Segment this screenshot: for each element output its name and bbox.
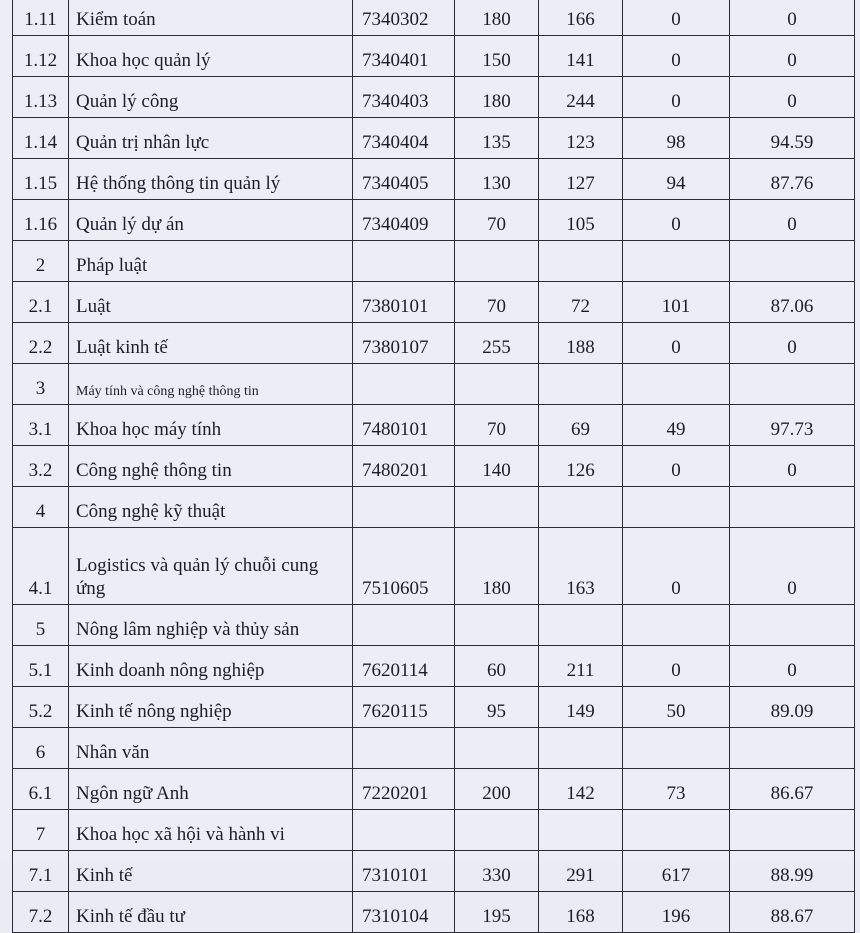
cell-value-4: 0 — [730, 36, 855, 77]
cell-value-1: 70 — [455, 200, 539, 241]
table-row — [13, 77, 855, 118]
cell-value-4: 0 — [730, 646, 855, 687]
cell-value-1: 180 — [455, 528, 539, 605]
cell-stt: 5 — [13, 605, 69, 646]
cell-major-name: Pháp luật — [69, 241, 353, 282]
cell-value-2: 127 — [539, 159, 623, 200]
table-group-row — [13, 605, 855, 646]
cell-value-4: 0 — [730, 528, 855, 605]
cell-value-4 — [730, 728, 855, 769]
cell-value-4: 0 — [730, 323, 855, 364]
cell-value-3 — [623, 810, 730, 851]
cell-value-4 — [730, 241, 855, 282]
cell-stt: 4 — [13, 487, 69, 528]
table-row — [13, 36, 855, 77]
cell-value-3: 98 — [623, 118, 730, 159]
cell-value-1: 330 — [455, 851, 539, 892]
cell-value-3: 0 — [623, 36, 730, 77]
cell-major-code: 7310101 — [353, 851, 455, 892]
table-row — [13, 446, 855, 487]
cell-major-name: Khoa học máy tính — [69, 405, 353, 446]
cell-stt: 4.1 — [13, 528, 69, 605]
cell-stt: 7 — [13, 810, 69, 851]
cell-value-4: 0 — [730, 0, 855, 36]
cell-value-4: 0 — [730, 446, 855, 487]
cell-major-code — [353, 487, 455, 528]
cell-major-name: Quản lý công — [69, 77, 353, 118]
cell-stt: 7.1 — [13, 851, 69, 892]
cell-major-code: 7340401 — [353, 36, 455, 77]
cell-value-1: 180 — [455, 77, 539, 118]
cell-value-1: 130 — [455, 159, 539, 200]
cell-value-3: 101 — [623, 282, 730, 323]
cell-value-4 — [730, 605, 855, 646]
cell-value-2: 211 — [539, 646, 623, 687]
cell-value-2: 188 — [539, 323, 623, 364]
cell-value-4: 86.67 — [730, 769, 855, 810]
cell-value-2: 123 — [539, 118, 623, 159]
table-group-row — [13, 241, 855, 282]
table-row — [13, 892, 855, 933]
cell-major-name: Luật — [69, 282, 353, 323]
cell-value-3 — [623, 487, 730, 528]
cell-value-1: 60 — [455, 646, 539, 687]
cell-value-2 — [539, 487, 623, 528]
table-group-row — [13, 728, 855, 769]
cell-value-4: 88.67 — [730, 892, 855, 933]
table-row — [13, 0, 855, 36]
cell-major-code: 7340302 — [353, 0, 455, 36]
cell-value-3 — [623, 728, 730, 769]
cell-value-3: 196 — [623, 892, 730, 933]
cell-value-2: 168 — [539, 892, 623, 933]
table-row — [13, 118, 855, 159]
cell-major-code: 7620115 — [353, 687, 455, 728]
table-row — [13, 646, 855, 687]
cell-major-name: Kinh tế đầu tư — [69, 892, 353, 933]
cell-stt: 3.1 — [13, 405, 69, 446]
cell-value-4 — [730, 364, 855, 405]
cell-value-4: 87.76 — [730, 159, 855, 200]
cell-value-1 — [455, 810, 539, 851]
cell-major-name: Ngôn ngữ Anh — [69, 769, 353, 810]
cell-value-4 — [730, 810, 855, 851]
cell-value-1 — [455, 487, 539, 528]
cell-value-2 — [539, 728, 623, 769]
cell-major-code: 7510605 — [353, 528, 455, 605]
cell-major-code: 7340409 — [353, 200, 455, 241]
cell-major-code — [353, 241, 455, 282]
cell-major-name: Khoa học quản lý — [69, 36, 353, 77]
cell-value-1: 140 — [455, 446, 539, 487]
cell-stt: 3 — [13, 364, 69, 405]
cell-major-code: 7310104 — [353, 892, 455, 933]
cell-stt: 1.12 — [13, 36, 69, 77]
cell-value-3: 94 — [623, 159, 730, 200]
cell-value-3: 50 — [623, 687, 730, 728]
table-row — [13, 405, 855, 446]
table-row — [13, 687, 855, 728]
cell-major-code — [353, 810, 455, 851]
table-row — [13, 282, 855, 323]
cell-value-2 — [539, 605, 623, 646]
cell-value-1: 200 — [455, 769, 539, 810]
cell-major-code: 7380107 — [353, 323, 455, 364]
cell-value-3: 0 — [623, 528, 730, 605]
cell-value-2: 69 — [539, 405, 623, 446]
cell-value-1 — [455, 364, 539, 405]
cell-stt: 1.14 — [13, 118, 69, 159]
cell-value-2: 149 — [539, 687, 623, 728]
table-group-row — [13, 487, 855, 528]
cell-stt: 1.13 — [13, 77, 69, 118]
cell-stt: 1.15 — [13, 159, 69, 200]
enrollment-table — [12, 0, 855, 933]
cell-value-2: 105 — [539, 200, 623, 241]
cell-value-1: 150 — [455, 36, 539, 77]
cell-value-4: 97.73 — [730, 405, 855, 446]
cell-value-3: 0 — [623, 77, 730, 118]
cell-major-name: Quản trị nhân lực — [69, 118, 353, 159]
cell-major-name: Kinh tế — [69, 851, 353, 892]
cell-stt: 1.11 — [13, 0, 69, 36]
cell-value-3: 49 — [623, 405, 730, 446]
table-row — [13, 159, 855, 200]
table-body — [13, 0, 855, 933]
table-group-row — [13, 810, 855, 851]
cell-major-code: 7340405 — [353, 159, 455, 200]
cell-value-2 — [539, 241, 623, 282]
cell-major-code: 7480101 — [353, 405, 455, 446]
cell-major-name: Luật kinh tế — [69, 323, 353, 364]
cell-value-4: 94.59 — [730, 118, 855, 159]
cell-value-3: 0 — [623, 200, 730, 241]
cell-major-name: Khoa học xã hội và hành vi — [69, 810, 353, 851]
cell-major-name: Kiểm toán — [69, 0, 353, 36]
cell-major-code: 7340403 — [353, 77, 455, 118]
cell-value-1: 180 — [455, 0, 539, 36]
cell-value-3: 0 — [623, 646, 730, 687]
cell-major-name: Máy tính và công nghệ thông tin — [69, 364, 353, 405]
cell-stt: 2 — [13, 241, 69, 282]
cell-stt: 5.1 — [13, 646, 69, 687]
cell-value-4 — [730, 487, 855, 528]
cell-major-code: 7480201 — [353, 446, 455, 487]
table-group-row — [13, 364, 855, 405]
cell-value-1: 255 — [455, 323, 539, 364]
cell-value-2 — [539, 810, 623, 851]
cell-stt: 5.2 — [13, 687, 69, 728]
cell-value-3: 73 — [623, 769, 730, 810]
cell-stt: 6.1 — [13, 769, 69, 810]
cell-value-2: 163 — [539, 528, 623, 605]
cell-value-2: 126 — [539, 446, 623, 487]
table-row — [13, 323, 855, 364]
cell-stt: 6 — [13, 728, 69, 769]
cell-major-name: Logistics và quản lý chuỗi cung ứng — [69, 528, 353, 605]
cell-major-name: Nhân văn — [69, 728, 353, 769]
cell-value-1: 195 — [455, 892, 539, 933]
cell-value-3: 0 — [623, 446, 730, 487]
cell-value-4: 88.99 — [730, 851, 855, 892]
cell-value-3 — [623, 605, 730, 646]
cell-value-2: 141 — [539, 36, 623, 77]
cell-major-name: Nông lâm nghiệp và thủy sản — [69, 605, 353, 646]
cell-major-code — [353, 728, 455, 769]
cell-stt: 3.2 — [13, 446, 69, 487]
cell-value-3: 0 — [623, 0, 730, 36]
cell-value-4: 0 — [730, 200, 855, 241]
cell-value-3: 617 — [623, 851, 730, 892]
table-row — [13, 769, 855, 810]
cell-major-name: Công nghệ thông tin — [69, 446, 353, 487]
cell-value-4: 87.06 — [730, 282, 855, 323]
cell-value-2: 72 — [539, 282, 623, 323]
cell-value-2: 142 — [539, 769, 623, 810]
table-row — [13, 851, 855, 892]
cell-major-code — [353, 364, 455, 405]
cell-major-code — [353, 605, 455, 646]
cell-major-name: Hệ thống thông tin quản lý — [69, 159, 353, 200]
cell-value-3 — [623, 241, 730, 282]
cell-value-2: 291 — [539, 851, 623, 892]
cell-major-code: 7340404 — [353, 118, 455, 159]
table-row — [13, 200, 855, 241]
cell-major-name: Công nghệ kỹ thuật — [69, 487, 353, 528]
cell-value-2: 244 — [539, 77, 623, 118]
cell-stt: 2.1 — [13, 282, 69, 323]
cell-value-4: 89.09 — [730, 687, 855, 728]
cell-major-code: 7220201 — [353, 769, 455, 810]
cell-stt: 1.16 — [13, 200, 69, 241]
cell-value-1: 135 — [455, 118, 539, 159]
cell-stt: 2.2 — [13, 323, 69, 364]
cell-value-1 — [455, 241, 539, 282]
cell-value-1: 70 — [455, 282, 539, 323]
cell-major-code: 7620114 — [353, 646, 455, 687]
cell-value-2: 166 — [539, 0, 623, 36]
cell-value-3 — [623, 364, 730, 405]
cell-major-name: Kinh tế nông nghiệp — [69, 687, 353, 728]
cell-major-name: Quản lý dự án — [69, 200, 353, 241]
cell-value-1: 95 — [455, 687, 539, 728]
cell-value-3: 0 — [623, 323, 730, 364]
cell-value-4: 0 — [730, 77, 855, 118]
table-row — [13, 528, 855, 605]
cell-value-1: 70 — [455, 405, 539, 446]
cell-stt: 7.2 — [13, 892, 69, 933]
cell-value-2 — [539, 364, 623, 405]
cell-value-1 — [455, 605, 539, 646]
cell-value-1 — [455, 728, 539, 769]
cell-major-code: 7380101 — [353, 282, 455, 323]
cell-major-name: Kinh doanh nông nghiệp — [69, 646, 353, 687]
